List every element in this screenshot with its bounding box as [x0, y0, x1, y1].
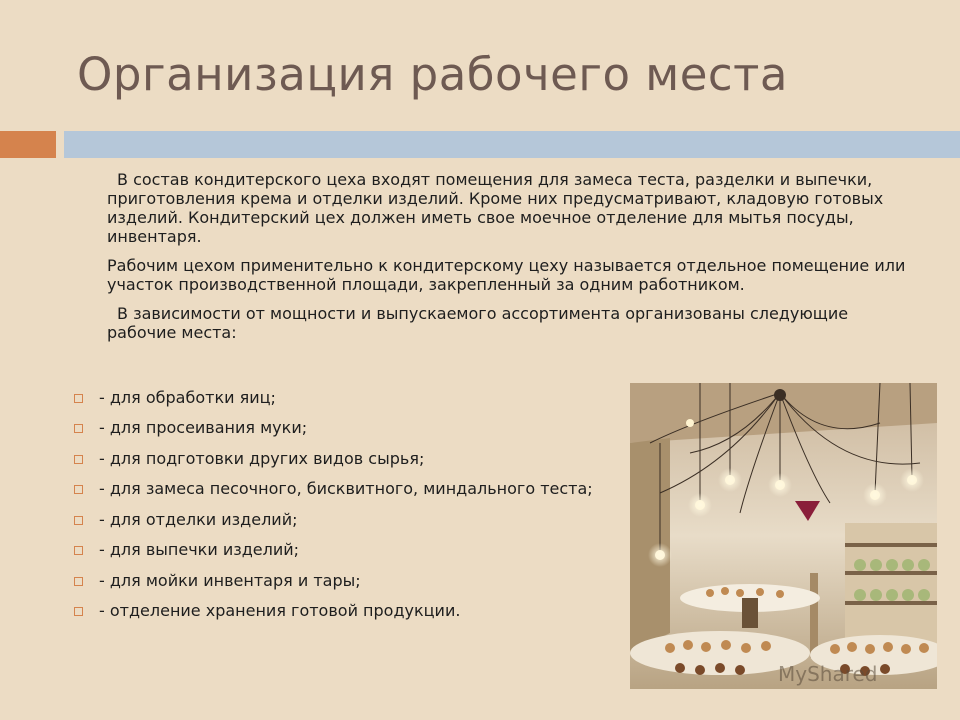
workplace-list: [74, 382, 593, 626]
list-item-text: - для отделки изделий;: [99, 509, 298, 529]
list-item: [74, 474, 593, 505]
accent-bar-orange: [0, 131, 56, 158]
list-item: [74, 596, 593, 627]
list-item-text: - для обработки яиц;: [99, 387, 276, 407]
square-bullet-icon: [74, 485, 83, 494]
list-item: [74, 565, 593, 596]
square-bullet-icon: [74, 607, 83, 616]
slide-title: Организация рабочего места: [77, 48, 788, 101]
body-text: [107, 170, 907, 352]
list-item: [74, 504, 593, 535]
square-bullet-icon: [74, 424, 83, 433]
list-item-text: - для мойки инвентаря и тары;: [99, 570, 361, 590]
square-bullet-icon: [74, 455, 83, 464]
list-item: [74, 413, 593, 444]
paragraph-definition: Рабочим цехом применительно к кондитерскому цеху называется отдельное помещение или участок производственной площади, закрепленный за одним работником.: [107, 256, 906, 294]
paragraph-workplaces-intro: В зависимости от мощности и выпускаемого ассортимента организованы следующие рабочие места:: [107, 304, 849, 342]
square-bullet-icon: [74, 577, 83, 586]
square-bullet-icon: [74, 394, 83, 403]
list-item-text: - для замеса песочного, бисквитного, миндального теста;: [99, 479, 593, 499]
list-item-text: - для просеивания муки;: [99, 418, 308, 438]
list-item-text: - для подготовки других видов сырья;: [99, 448, 425, 468]
paragraph-composition: В состав кондитерского цеха входят помещения для замеса теста, разделки и выпечки, приготовления крема и отделки изделий. Кроме них предусматривают, кладовую готовых изделий. Кондитерский цех должен иметь свое моечное отделение для мытья посуды, инвентаря.: [107, 170, 884, 246]
accent-bar-gap: [56, 131, 64, 158]
square-bullet-icon: [74, 546, 83, 555]
square-bullet-icon: [74, 516, 83, 525]
list-item: [74, 443, 593, 474]
list-item-text: - отделение хранения готовой продукции.: [99, 601, 461, 621]
photo-watermark: MyShared: [778, 662, 878, 686]
bakery-interior-illustration: [630, 383, 937, 689]
accent-bar-blue: [64, 131, 960, 158]
list-item: [74, 535, 593, 566]
list-item-text: - для выпечки изделий;: [99, 540, 300, 560]
list-item: [74, 382, 593, 413]
bakery-photo: [630, 383, 937, 689]
